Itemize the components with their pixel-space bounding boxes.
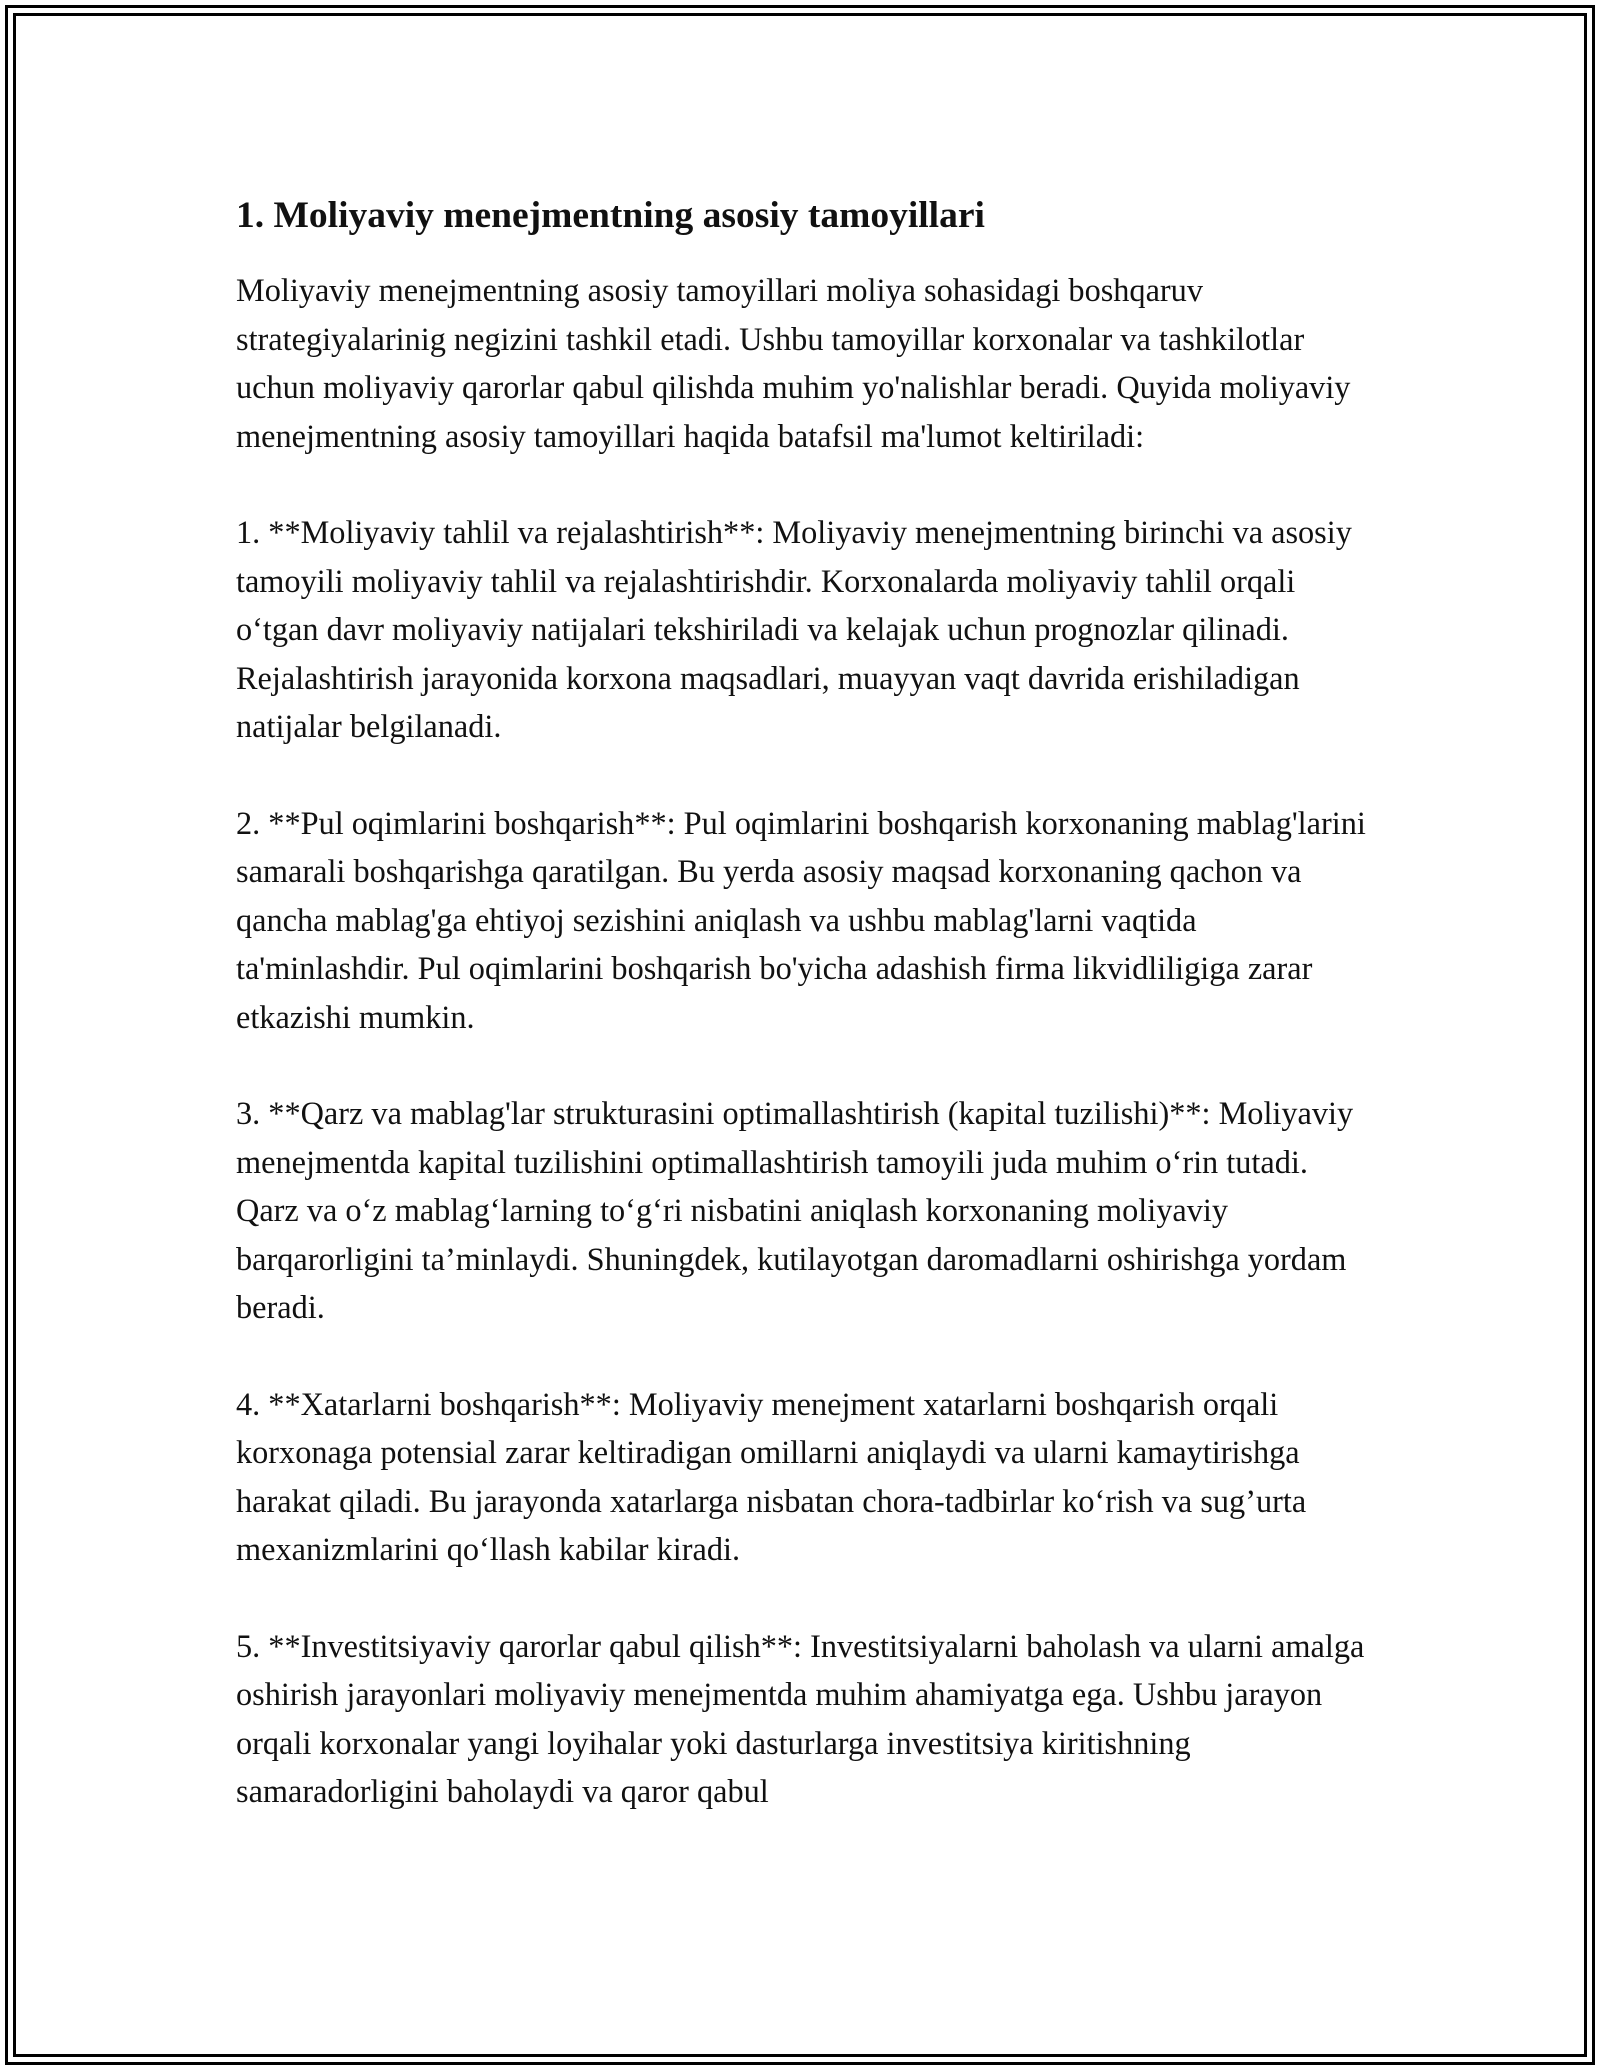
principle-paragraph-5: 5. **Investitsiyaviy qarorlar qabul qilish**: Investitsiyalarni baholash va ularni amalga oshirish jarayonlari moliyaviy menejmentda muhim ahamiyatga ega. Ushbu jarayon orqali korxonalar yangi loyihalar yoki dasturlarga investitsiya kiritishning samaradorligini baholaydi va qaror qabul [236, 1627, 1365, 1809]
principle-paragraph-1: 1. **Moliyaviy tahlil va rejalashtirish**: Moliyaviy menejmentning birinchi va asosiy tamoyili moliyaviy tahlil va rejalashtirishdir. Korxonalarda moliyaviy tahlil orqali o‘tgan davr moliyaviy natijalari tekshiriladi va kelajak uchun prognozlar qilinadi. Rejalashtirish jarayonida korxona maqsadlari, muayyan vaqt davrida erishiladigan natijalar belgilanadi. [236, 514, 1352, 744]
principle-paragraph-3: 3. **Qarz va mablag'lar strukturasini optimallashtirish (kapital tuzilishi)**: Moliyaviy menejmentda kapital tuzilishini optimallashtirish tamoyili juda muhim o‘rin tutadi. Qarz va o‘z mablag‘larning to‘g‘ri nisbatini aniqlash korxonaning moliyaviy barqarorligini ta’minlaydi. Shuningdek, kutilayotgan daromadlarni oshirishga yordam beradi. [236, 1095, 1354, 1325]
principle-paragraph-4: 4. **Xatarlarni boshqarish**: Moliyaviy menejment xatarlarni boshqarish orqali korxonaga potensial zarar keltiradigan omillarni aniqlaydi va ularni kamaytirishga harakat qiladi. Bu jarayonda xatarlarga nisbatan chora-tadbirlar ko‘rish va sug’urta mexanizmlarini qo‘llash kabilar kiradi. [236, 1385, 1307, 1567]
document-title: 1. Moliyaviy menejmentning asosiy tamoyillari [236, 195, 985, 236]
intro-paragraph: Moliyaviy menejmentning asosiy tamoyillari moliya sohasidagi boshqaruv strategiyalarinig negizini tashkil etadi. Ushbu tamoyillar korxonalar va tashkilotlar uchun moliyaviy qarorlar qabul qilishda muhim yo'nalishlar beradi. Quyida moliyaviy menejmentning asosiy tamoyillari haqida batafsil ma'lumot keltiriladi: [236, 272, 1351, 454]
principle-paragraph-2: 2. **Pul oqimlarini boshqarish**: Pul oqimlarini boshqarish korxonaning mablag'larini samarali boshqarishga qaratilgan. Bu yerda asosiy maqsad korxonaning qachon va qancha mablag'ga ehtiyoj sezishini aniqlash va ushbu mablag'larni vaqtida ta'minlashdir. Pul oqimlarini boshqarish bo'yicha adashish firma likvidliligiga zarar etkazishi mumkin. [236, 804, 1366, 1035]
document-body [236, 188, 1376, 1864]
